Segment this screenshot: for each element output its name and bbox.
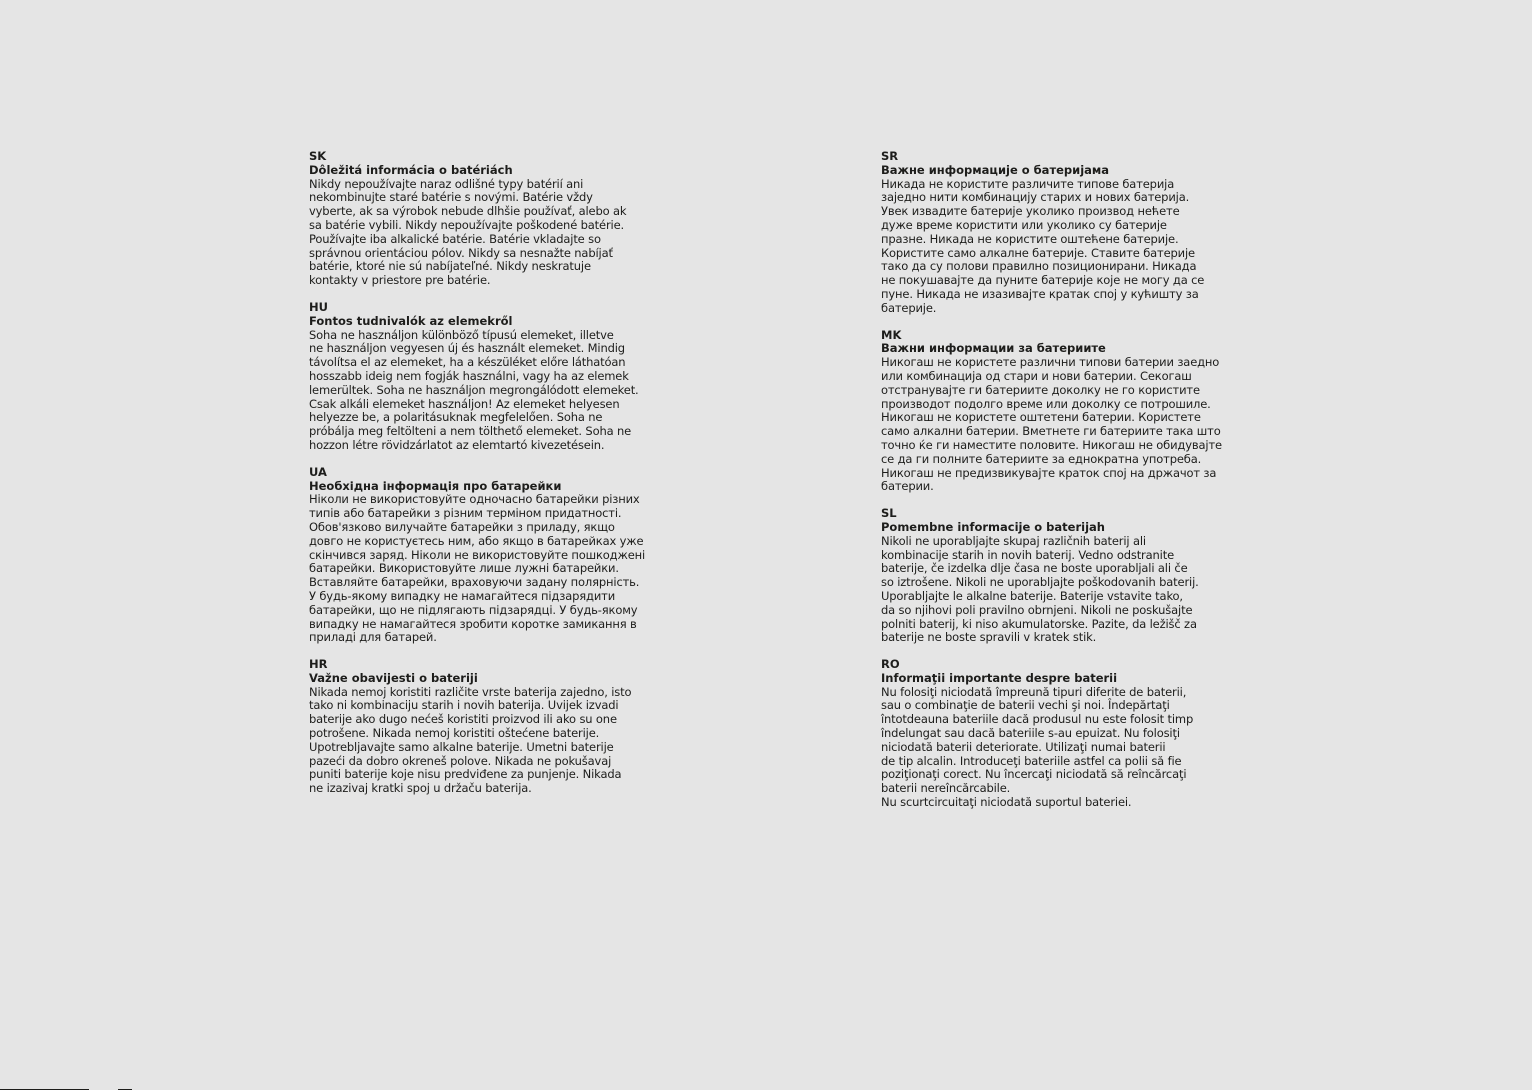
body-text-line: Увек извадите батерије уколико производ нећете	[881, 204, 1180, 219]
body-text-line: întotdeauna bateriile dacă produsul nu este folosit timp	[881, 712, 1194, 727]
section-title: Važne obavijesti o bateriji	[309, 670, 478, 685]
body-text-line: Csak alkáli elemeket használjon! Az elemeket helyesen	[309, 396, 620, 411]
body-text-line: Никогаш не предизвикувајте краток спој на држачот за	[881, 465, 1217, 480]
section-ua	[309, 466, 654, 645]
body-text-line: helyezze be, a polaritásuknak megfelelően. Soha ne	[309, 410, 603, 425]
body-text-line: sa batérie vybili. Nikdy nepoužívajte poškodené batérie.	[309, 217, 625, 232]
body-text-line: hosszabb ideig nem fogják használni, vagy ha az elemek	[309, 368, 629, 383]
body-text-line: батерије.	[881, 300, 937, 315]
body-text-line: Nu folosiţi niciodată împreună tipuri diferite de baterii,	[881, 684, 1187, 699]
body-text-line: próbálja meg feltölteni a nem tölthető elemeket. Soha ne	[309, 424, 632, 439]
section-sr	[881, 150, 1226, 316]
body-text-line: niciodată baterii deteriorate. Utilizaţi numai baterii	[881, 739, 1166, 754]
body-text-line: Upotrebljavajte samo alkalne baterije. Umetni baterije	[309, 739, 614, 754]
body-text-line: дуже време користити или уколико су батерије	[881, 217, 1167, 232]
body-text-line: довго не користуєтесь ним, або якщо в батарейках уже	[309, 533, 644, 548]
body-text-line: тако да су полови правилно позиционирани. Никада	[881, 259, 1197, 274]
section-title: Важне информације о батеријама	[881, 162, 1110, 177]
section-title: Dôležitá informácia o batériách	[309, 162, 513, 177]
right-column	[881, 150, 1226, 823]
body-text-line: не покушавајте да пуните батерије које не могу да се	[881, 273, 1205, 288]
body-text-line: или комбинација од стари и нови батерии. Секогаш	[881, 368, 1192, 383]
language-code: SK	[309, 149, 327, 163]
body-text-line: nekombinujte staré batérie s novými. Batérie vždy	[309, 190, 593, 205]
body-text-line: hozzon létre rövidzárlatot az elemtartó kivezetésein.	[309, 437, 605, 452]
body-text-line: távolítsa el az elemeket, ha a készüléket előre láthatóan	[309, 355, 626, 370]
body-text-line: пуне. Никада не изазивајте кратак спој у кућишту за	[881, 286, 1199, 301]
section-title: Важни информации за батериите	[881, 341, 1106, 356]
body-text-line: sau o combinaţie de baterii vechi şi noi. Îndepărtaţi	[881, 698, 1170, 713]
body-text-line: само алкални батерии. Вметнете ги батериите така што	[881, 424, 1221, 439]
body-text-line: potrošene. Nikada nemoj koristiti oštećene baterije.	[309, 726, 600, 741]
body-text-line: baterije ne boste spravili v kratek stik.	[881, 630, 1097, 645]
body-text-line: Nikdy nepoužívajte naraz odlišné typy batérií ani	[309, 176, 584, 191]
section-title: Pomembne informacije o baterijah	[881, 519, 1105, 534]
body-text-line: puniti baterije koje nisu predviđene za punjenje. Nikada	[309, 767, 622, 782]
body-text-line: tako ni kombinaciju starih i novih baterija. Uvijek izvadi	[309, 698, 619, 713]
section-mk	[881, 329, 1226, 495]
body-text-line: Nu scurtcircuitaţi niciodată suportul bateriei.	[881, 795, 1132, 810]
left-column	[309, 150, 654, 809]
body-text-line: батерии.	[881, 479, 934, 494]
section-sl	[881, 507, 1226, 645]
body-text-line: Никада не користите различите типове батерија	[881, 176, 1175, 191]
section-title: Informaţii importante despre baterii	[881, 670, 1118, 685]
body-text-line: батарейки, що не підлягають підзарядці. У будь-якому	[309, 602, 638, 617]
body-text-line: batérie, ktoré nie sú nabíjateľné. Nikdy neskratuje	[309, 259, 591, 274]
body-text-line: точно ќе ги наместите половите. Никогаш не обидувајте	[881, 437, 1222, 452]
body-text-line: de tip alcalin. Introduceţi bateriile astfel ca polii să fie	[881, 753, 1182, 768]
language-code: SL	[881, 506, 897, 521]
body-text-line: Никогаш не користете различни типови батерии заедно	[881, 355, 1220, 370]
body-text-line: ne használjon vegyesen új és használt elemeket. Mindig	[309, 341, 625, 356]
body-text-line: da so njihovi poli pravilno obrnjeni. Nikoli ne poskušajte	[881, 602, 1193, 617]
body-text-line: Вставляйте батарейки, враховуючи задану полярність.	[309, 575, 640, 590]
language-code: UA	[309, 464, 327, 479]
body-text-line: Ніколи не використовуйте одночасно батарейки різних	[309, 492, 640, 507]
language-code: RO	[881, 657, 900, 672]
body-text-line: Uporabljajte le alkalne baterije. Baterije vstavite tako,	[881, 588, 1183, 603]
body-text-line: správnou orientáciou pólov. Nikdy sa nesnažte nabíjať	[309, 245, 613, 260]
body-text-line: pazeći da dobro okreneš polove. Nikada ne pokušavaj	[309, 753, 612, 768]
body-text-line: so iztrošene. Nikoli ne uporabljajte poškodovanih baterij.	[881, 575, 1199, 590]
language-code: MK	[881, 327, 902, 342]
body-text-line: отстранувајте ги батериите доколку не го користите	[881, 382, 1200, 397]
body-text-line: Користите само алкалне батерије. Ставите батерије	[881, 245, 1195, 260]
body-text-line: kontakty v priestore pre batérie.	[309, 273, 491, 288]
section-hu	[309, 301, 654, 453]
body-text-line: baterije, če izdelka dlje časa ne boste uporabljali ali če	[881, 561, 1188, 576]
body-text-line: производот подолго време или доколку се потрошиле.	[881, 396, 1211, 411]
body-text-line: lemerültek. Soha ne használjon megrongálódott elemeket.	[309, 382, 639, 397]
body-text-line: poziţionaţi corect. Nu încercaţi niciodată să reîncărcaţi	[881, 767, 1187, 782]
body-text-line: скінчився заряд. Ніколи не використовуйте пошкоджені	[309, 547, 646, 562]
section-sk	[309, 150, 654, 288]
body-text-line: празне. Никада не користите оштећене батерије.	[881, 231, 1179, 246]
body-text-line: kombinacije starih in novih baterij. Vedno odstranite	[881, 547, 1175, 562]
section-ro	[881, 658, 1226, 810]
body-text-line: Soha ne használjon különböző típusú elemeket, illetve	[309, 327, 614, 342]
body-text-line: се да ги полните батериите за еднократна употреба.	[881, 451, 1202, 466]
language-code: HR	[309, 657, 328, 672]
body-text-line: Používajte iba alkalické batérie. Batérie vkladajte so	[309, 231, 601, 246]
section-title: Необхідна інформація про батарейки	[309, 478, 562, 493]
section-hr	[309, 658, 654, 796]
body-text-line: baterije ako dugo nećeš koristiti proizvod ili ako su one	[309, 712, 617, 727]
body-text-line: ne izazivaj kratki spoj u držaču baterija.	[309, 781, 532, 796]
body-text-line: Никогаш не користете оштетени батерии. Користете	[881, 410, 1201, 425]
body-text-line: У будь-якому випадку не намагайтеся підзарядити	[309, 588, 616, 603]
body-text-line: заједно нити комбинацију старих и нових батерија.	[881, 190, 1190, 205]
body-text-line: батарейки. Використовуйте лише лужні батарейки.	[309, 561, 619, 576]
body-text-line: випадку не намагайтеся зробити коротке замикання в	[309, 616, 637, 631]
body-text-line: îndelungat sau dacă bateriile s-au epuizat. Nu folosiţi	[881, 726, 1180, 741]
body-text-line: Обов'язково вилучайте батарейки з приладу, якщо	[309, 519, 615, 534]
body-text-line: типів або батарейки з різним терміном придатності.	[309, 506, 622, 521]
body-text-line: baterii nereîncărcabile.	[881, 781, 1011, 796]
body-text-line: vyberte, ak sa výrobok nebude dlhšie používať, alebo ak	[309, 204, 627, 219]
section-title: Fontos tudnivalók az elemekről	[309, 313, 513, 328]
language-code: HU	[309, 299, 328, 314]
body-text-line: Nikoli ne uporabljajte skupaj različnih baterij ali	[881, 533, 1146, 548]
body-text-line: Nikada nemoj koristiti različite vrste baterija zajedno, isto	[309, 684, 632, 699]
language-code: SR	[881, 149, 899, 163]
body-text-line: polniti baterij, ki niso akumulatorske. Pazite, da ležišč za	[881, 616, 1197, 631]
body-text-line: приладі для батарей.	[309, 630, 437, 645]
